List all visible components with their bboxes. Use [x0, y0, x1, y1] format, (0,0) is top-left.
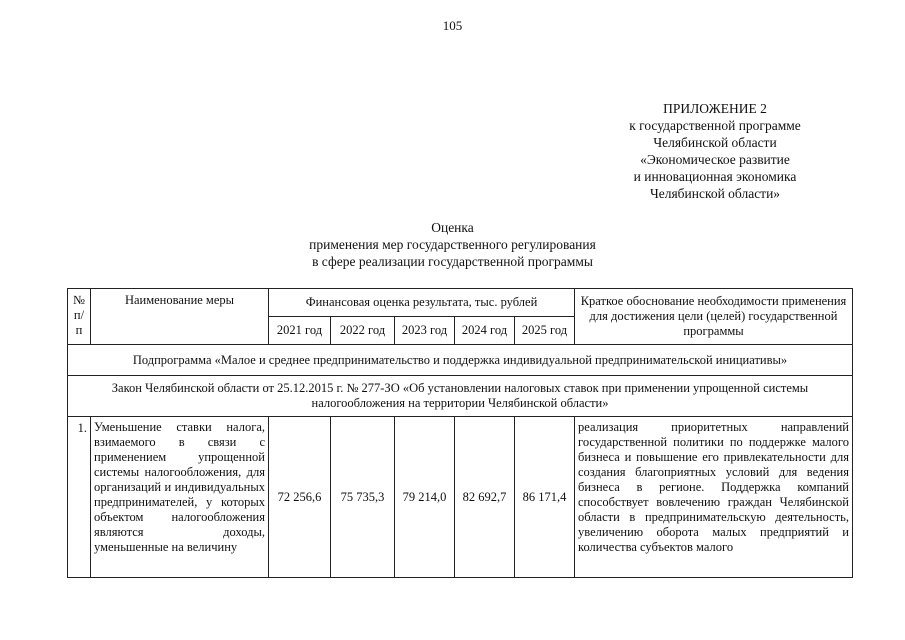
title-line: применения мер государственного регулирования [309, 237, 596, 252]
header-year: 2021 год [269, 317, 331, 345]
header-financial-estimate: Финансовая оценка результата, тыс. рублей [269, 289, 575, 317]
header-year: 2025 год [515, 317, 575, 345]
appendix-line: «Экономическое развитие [640, 152, 790, 167]
page-number: 105 [442, 18, 463, 33]
amount-2021: 72 256,6 [269, 417, 331, 578]
title-line: в сфере реализации государственной программы [312, 254, 593, 269]
appendix-header [590, 100, 840, 202]
measure-justification: реализация приоритетных направлений государственной политики по поддержке малого бизнеса и повышение его привлекательности для создания благоприятных условий для ведения бизнеса в регионе. Поддержка компаний способствует вовлечению граждан Челябинской области в предпринимательскую деятельность, увеличению оборота малых предприятий и количества субъектов малого [578, 420, 849, 554]
header-year: 2022 год [331, 317, 395, 345]
header-year: 2023 год [395, 317, 455, 345]
amount-2024: 82 692,7 [455, 417, 515, 578]
appendix-line: Челябинской области» [649, 186, 781, 201]
appendix-line: к государственной программе [629, 118, 801, 133]
title-line: Оценка [431, 220, 474, 235]
measures-table [67, 288, 853, 578]
row-number: 1. [68, 417, 91, 578]
header-year: 2024 год [455, 317, 515, 345]
amount-2025: 86 171,4 [515, 417, 575, 578]
document-title [200, 219, 705, 270]
measure-name: Уменьшение ставки налога, взимаемого в связи с применением упрощенной системы налогообложения, для организаций и индивидуальных предпринимателей, у которых объектом налогообложения являются доходы, уменьшенные на величину [94, 420, 265, 554]
law-row: Закон Челябинской области от 25.12.2015 г. № 277-ЗО «Об установлении налоговых ставок при применении упрощенной системы налогообложения на территории Челябинской области» [68, 376, 853, 417]
appendix-line: Челябинской области [653, 135, 777, 150]
table-row [68, 417, 853, 578]
amount-2023: 79 214,0 [395, 417, 455, 578]
header-measure-name: Наименование меры [91, 289, 269, 345]
appendix-line: и инновационная экономика [633, 169, 797, 184]
appendix-line: ПРИЛОЖЕНИЕ 2 [663, 101, 767, 116]
header-num: № п/п [68, 289, 91, 345]
header-justification: Краткое обоснование необходимости применения для достижения цели (целей) государственной программы [575, 289, 853, 345]
subprogram-row: Подпрограмма «Малое и среднее предпринимательство и поддержка индивидуальной предпринимательской инициативы» [68, 345, 853, 376]
amount-2022: 75 735,3 [331, 417, 395, 578]
